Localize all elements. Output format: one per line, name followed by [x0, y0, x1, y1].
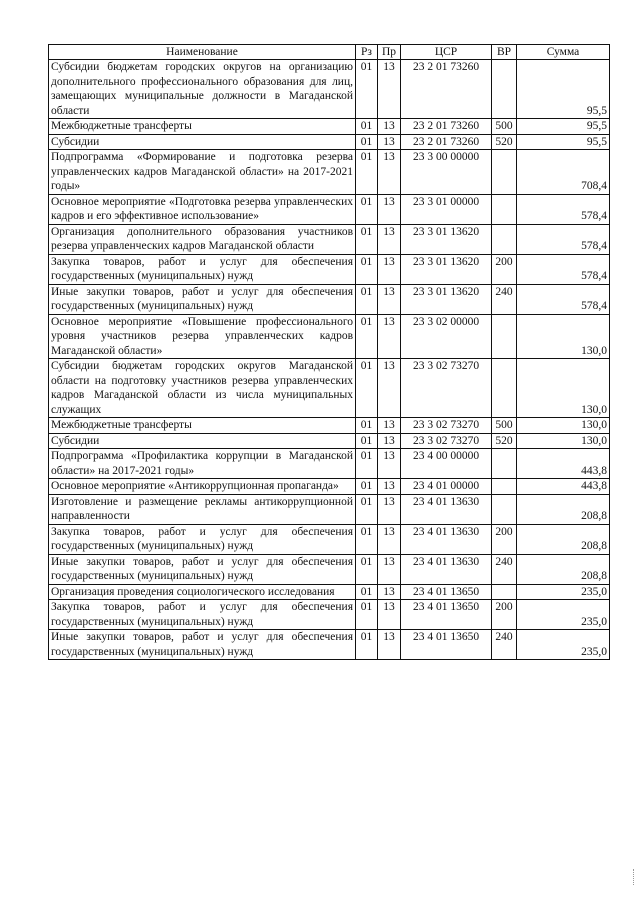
cell-rz: 01 — [356, 584, 378, 600]
table-row — [49, 449, 610, 479]
table-row — [49, 194, 610, 224]
table-row — [49, 150, 610, 195]
cell-sum: 130,0 — [517, 359, 610, 418]
cell-pr: 13 — [378, 600, 401, 630]
cell-csr: 23 2 01 73260 — [401, 60, 492, 119]
cell-rz: 01 — [356, 224, 378, 254]
table-row — [49, 418, 610, 434]
cell-csr: 23 4 01 00000 — [401, 479, 492, 495]
cell-vr: 500 — [492, 418, 517, 434]
cell-name: Организация дополнительного образования участников резерва управленческих кадров Магаданской области — [49, 224, 356, 254]
cell-name: Субсидии бюджетам городских округов на организацию дополнительного профессионального образования для лиц, замещающих муниципальные должности в Магаданской области — [49, 60, 356, 119]
cell-csr: 23 4 01 13630 — [401, 524, 492, 554]
cell-name: Закупка товаров, работ и услуг для обеспечения государственных (муниципальных) нужд — [49, 524, 356, 554]
cell-vr: 520 — [492, 433, 517, 449]
header-rz: Рз — [356, 45, 378, 60]
cell-name: Иные закупки товаров, работ и услуг для обеспечения государственных (муниципальных) нужд — [49, 554, 356, 584]
cell-sum: 708,4 — [517, 150, 610, 195]
table-row — [49, 60, 610, 119]
cell-pr: 13 — [378, 194, 401, 224]
header-sum: Сумма — [517, 45, 610, 60]
cell-vr: 200 — [492, 524, 517, 554]
table-row — [49, 224, 610, 254]
cell-sum: 578,4 — [517, 224, 610, 254]
cell-rz: 01 — [356, 524, 378, 554]
table-row — [49, 254, 610, 284]
cell-vr — [492, 449, 517, 479]
cell-csr: 23 4 01 13630 — [401, 554, 492, 584]
cell-csr: 23 3 00 00000 — [401, 150, 492, 195]
cell-csr: 23 3 02 73270 — [401, 359, 492, 418]
cell-rz: 01 — [356, 600, 378, 630]
cell-name: Основное мероприятие «Антикоррупционная пропаганда» — [49, 479, 356, 495]
cell-vr: 200 — [492, 600, 517, 630]
cell-sum: 235,0 — [517, 600, 610, 630]
cell-vr — [492, 494, 517, 524]
table-row — [49, 284, 610, 314]
table-body — [49, 60, 610, 660]
cell-sum: 235,0 — [517, 630, 610, 660]
cell-csr: 23 3 02 73270 — [401, 433, 492, 449]
cell-vr — [492, 60, 517, 119]
cell-rz: 01 — [356, 150, 378, 195]
cell-csr: 23 4 01 13650 — [401, 584, 492, 600]
cell-vr: 240 — [492, 630, 517, 660]
table-row — [49, 134, 610, 150]
table-row — [49, 433, 610, 449]
cell-rz: 01 — [356, 359, 378, 418]
table-row — [49, 584, 610, 600]
cell-name: Иные закупки товаров, работ и услуг для обеспечения государственных (муниципальных) нужд — [49, 284, 356, 314]
cell-pr: 13 — [378, 254, 401, 284]
cell-pr: 13 — [378, 134, 401, 150]
cell-vr — [492, 224, 517, 254]
cell-vr — [492, 194, 517, 224]
cell-name: Межбюджетные трансферты — [49, 418, 356, 434]
table-row — [49, 479, 610, 495]
cell-name: Закупка товаров, работ и услуг для обеспечения государственных (муниципальных) нужд — [49, 600, 356, 630]
cell-pr: 13 — [378, 524, 401, 554]
cell-csr: 23 3 02 00000 — [401, 314, 492, 359]
cell-rz: 01 — [356, 449, 378, 479]
cell-rz: 01 — [356, 134, 378, 150]
cell-pr: 13 — [378, 150, 401, 195]
table-header-row — [49, 45, 610, 60]
budget-table — [48, 44, 610, 660]
table-row — [49, 494, 610, 524]
cell-rz: 01 — [356, 479, 378, 495]
table-row — [49, 600, 610, 630]
cell-rz: 01 — [356, 119, 378, 135]
cell-sum: 95,5 — [517, 60, 610, 119]
cell-pr: 13 — [378, 584, 401, 600]
cell-vr — [492, 150, 517, 195]
cell-rz: 01 — [356, 554, 378, 584]
header-pr: Пр — [378, 45, 401, 60]
cell-rz: 01 — [356, 60, 378, 119]
cell-csr: 23 3 01 13620 — [401, 224, 492, 254]
cell-sum: 578,4 — [517, 194, 610, 224]
cell-csr: 23 4 00 00000 — [401, 449, 492, 479]
cell-csr: 23 2 01 73260 — [401, 134, 492, 150]
cell-csr: 23 3 01 13620 — [401, 284, 492, 314]
cell-pr: 13 — [378, 418, 401, 434]
cell-name: Субсидии — [49, 134, 356, 150]
cell-rz: 01 — [356, 254, 378, 284]
cell-csr: 23 2 01 73260 — [401, 119, 492, 135]
cell-pr: 13 — [378, 314, 401, 359]
cell-sum: 130,0 — [517, 418, 610, 434]
cell-name: Подпрограмма «Профилактика коррупции в Магаданской области» на 2017-2021 годы» — [49, 449, 356, 479]
cell-sum: 130,0 — [517, 433, 610, 449]
cell-name: Субсидии — [49, 433, 356, 449]
cell-name: Организация проведения социологического исследования — [49, 584, 356, 600]
cell-sum: 95,5 — [517, 119, 610, 135]
table-row — [49, 359, 610, 418]
cell-csr: 23 4 01 13650 — [401, 630, 492, 660]
cell-vr: 240 — [492, 284, 517, 314]
cell-vr: 200 — [492, 254, 517, 284]
table-row — [49, 554, 610, 584]
cell-pr: 13 — [378, 494, 401, 524]
cell-vr: 240 — [492, 554, 517, 584]
cell-pr: 13 — [378, 630, 401, 660]
cell-name: Закупка товаров, работ и услуг для обеспечения государственных (муниципальных) нужд — [49, 254, 356, 284]
table-row — [49, 119, 610, 135]
cell-sum: 208,8 — [517, 494, 610, 524]
cell-csr: 23 3 01 00000 — [401, 194, 492, 224]
cell-pr: 13 — [378, 119, 401, 135]
cell-sum: 443,8 — [517, 479, 610, 495]
table-row — [49, 314, 610, 359]
cell-vr: 520 — [492, 134, 517, 150]
cell-csr: 23 4 01 13650 — [401, 600, 492, 630]
cell-rz: 01 — [356, 630, 378, 660]
cell-pr: 13 — [378, 224, 401, 254]
cell-rz: 01 — [356, 433, 378, 449]
cell-sum: 208,8 — [517, 554, 610, 584]
cell-sum: 95,5 — [517, 134, 610, 150]
cell-csr: 23 4 01 13630 — [401, 494, 492, 524]
cell-sum: 130,0 — [517, 314, 610, 359]
cell-vr: 500 — [492, 119, 517, 135]
cell-name: Межбюджетные трансферты — [49, 119, 356, 135]
cell-sum: 443,8 — [517, 449, 610, 479]
header-csr: ЦСР — [401, 45, 492, 60]
cell-pr: 13 — [378, 449, 401, 479]
cell-sum: 235,0 — [517, 584, 610, 600]
cell-pr: 13 — [378, 284, 401, 314]
cell-name: Основное мероприятие «Подготовка резерва управленческих кадров и его эффективное использование» — [49, 194, 356, 224]
cell-sum: 578,4 — [517, 284, 610, 314]
cell-rz: 01 — [356, 284, 378, 314]
cell-vr — [492, 479, 517, 495]
cell-sum: 578,4 — [517, 254, 610, 284]
cell-rz: 01 — [356, 418, 378, 434]
table-row — [49, 630, 610, 660]
cell-pr: 13 — [378, 554, 401, 584]
cell-rz: 01 — [356, 194, 378, 224]
cell-vr — [492, 314, 517, 359]
cell-csr: 23 3 01 13620 — [401, 254, 492, 284]
header-name: Наименование — [49, 45, 356, 60]
cell-name: Основное мероприятие «Повышение профессионального уровня участников резерва управленческих кадров Магаданской области» — [49, 314, 356, 359]
cell-name: Иные закупки товаров, работ и услуг для обеспечения государственных (муниципальных) нужд — [49, 630, 356, 660]
cell-vr — [492, 584, 517, 600]
cell-vr — [492, 359, 517, 418]
header-vr: ВР — [492, 45, 517, 60]
cell-rz: 01 — [356, 494, 378, 524]
cell-pr: 13 — [378, 433, 401, 449]
cell-pr: 13 — [378, 479, 401, 495]
page-edge-mark — [633, 869, 636, 885]
cell-name: Субсидии бюджетам городских округов Магаданской области на подготовку участников резерва управленческих кадров Магаданской области из числа муниципальных служащих — [49, 359, 356, 418]
cell-pr: 13 — [378, 359, 401, 418]
cell-pr: 13 — [378, 60, 401, 119]
cell-sum: 208,8 — [517, 524, 610, 554]
cell-name: Подпрограмма «Формирование и подготовка резерва управленческих кадров Магаданской области» на 2017-2021 годы» — [49, 150, 356, 195]
cell-rz: 01 — [356, 314, 378, 359]
cell-name: Изготовление и размещение рекламы антикоррупционной направленности — [49, 494, 356, 524]
table-row — [49, 524, 610, 554]
cell-csr: 23 3 02 73270 — [401, 418, 492, 434]
